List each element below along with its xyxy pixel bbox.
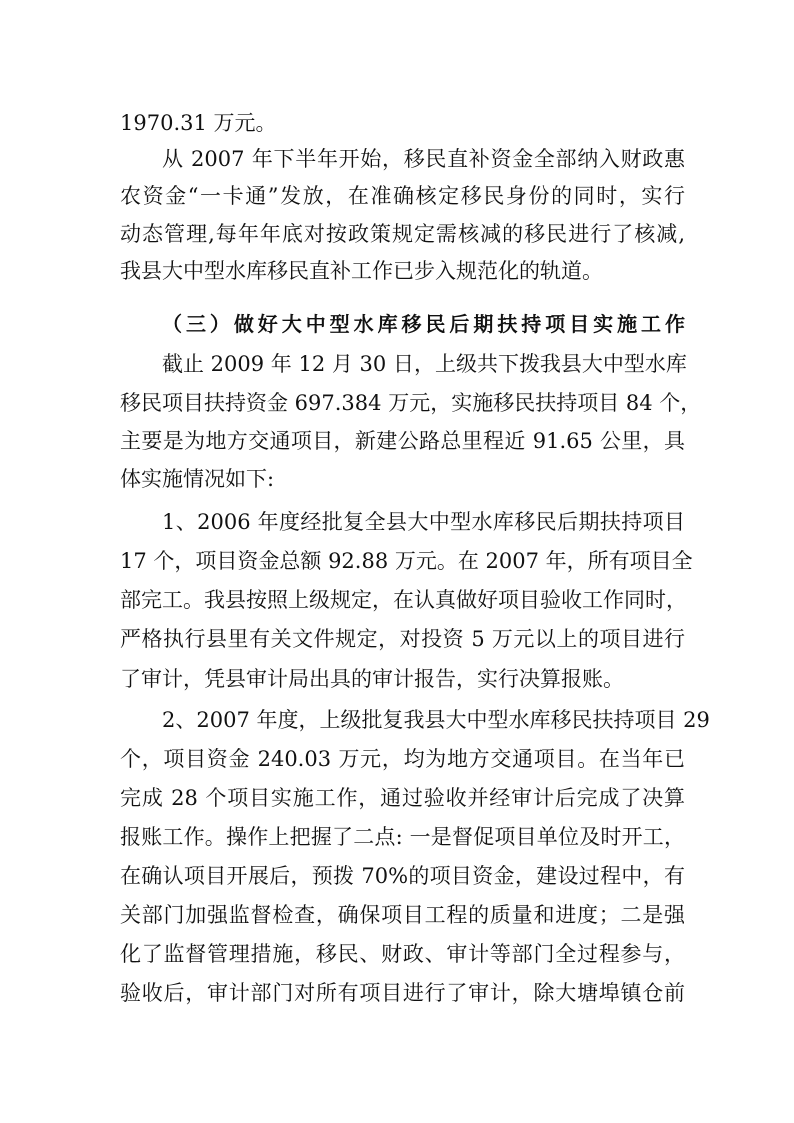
text-line: 严格执行县里有关文件规定，对投资 5 万元以上的项目进行 — [120, 627, 685, 651]
text-line: 个，项目资金 240.03 万元，均为地方交通项目。在当年已 — [120, 747, 685, 771]
section-heading: （三）做好大中型水库移民后期扶持项目实施工作 — [162, 312, 685, 336]
text-line: 移民项目扶持资金 697.384 万元，实施移民扶持项目 84 个， — [120, 391, 702, 415]
text-line: 农资金“一卡通”发放，在准确核定移民身份的同时，实行 — [120, 184, 685, 208]
text-line: 化了监督管理措施，移民、财政、审计等部门全过程参与， — [120, 942, 685, 966]
paragraph-start-line: 截止 2009 年 12 月 30 日，上级共下拨我县大中型水库 — [162, 352, 687, 376]
text-line: 17 个，项目资金总额 92.88 万元。在 2007 年，所有项目全 — [120, 549, 693, 573]
text-line: 动态管理,每年年底对按政策规定需核减的移民进行了核减, — [120, 222, 685, 246]
text-line: 了审计，凭县审计局出具的审计报告，实行决算报账。 — [120, 667, 624, 691]
paragraph-start-line: 从 2007 年下半年开始，移民直补资金全部纳入财政惠 — [162, 147, 685, 171]
text-line: 报账工作。操作上把握了二点: 一是督促项目单位及时开工， — [120, 825, 685, 849]
paragraph-start-line: 2、2007 年度，上级批复我县大中型水库移民扶持项目 29 — [162, 708, 710, 732]
text-line: 验收后，审计部门对所有项目进行了审计，除大塘埠镇仓前 — [120, 981, 685, 1005]
text-line: 完成 28 个项目实施工作，通过验收并经审计后完成了决算 — [120, 786, 685, 810]
text-line: 关部门加强监督检查，确保项目工程的质量和进度；二是强 — [120, 903, 685, 927]
text-line: 在确认项目开展后，预拨 70%的项目资金，建设过程中，有 — [120, 864, 685, 888]
text-line: 我县大中型水库移民直补工作已步入规范化的轨道。 — [120, 259, 603, 283]
text-line: 主要是为地方交通项目，新建公路总里程近 91.65 公里，具 — [120, 429, 685, 453]
text-line: 体实施情况如下: — [120, 467, 275, 491]
text-line: 1970.31 万元。 — [120, 111, 277, 135]
text-line: 部完工。我县按照上级规定，在认真做好项目验收工作同时， — [120, 588, 687, 612]
paragraph-start-line: 1、2006 年度经批复全县大中型水库移民后期扶持项目 — [162, 510, 685, 534]
